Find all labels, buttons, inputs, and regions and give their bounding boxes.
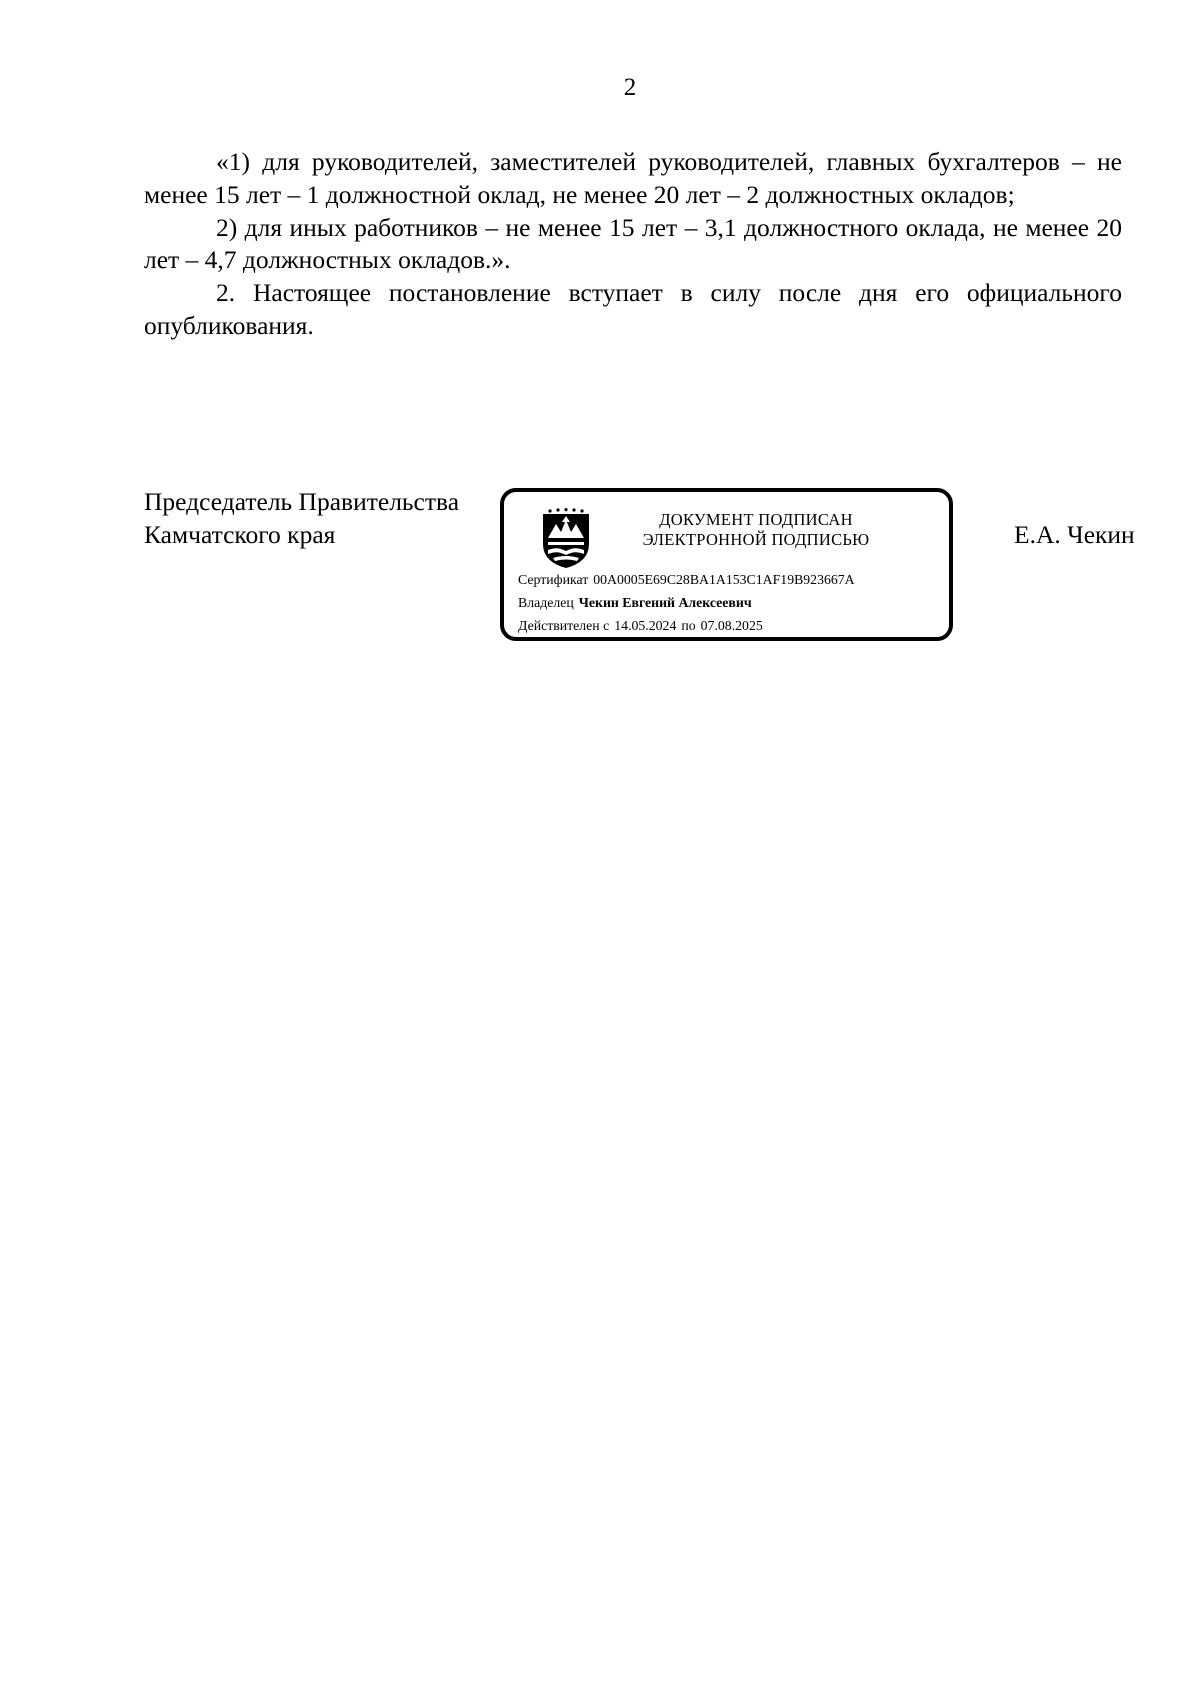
paragraph-entry-into-force: 2. Настоящее постановление вступает в силу после дня его официального опубликования.: [144, 278, 1122, 340]
electronic-signature-stamp: [500, 488, 953, 641]
stamp-heading-line1: ДОКУМЕНТ ПОДПИСАН: [659, 510, 853, 529]
document-body: [144, 146, 1122, 343]
stamp-certificate-value: 00A0005E69C28BA1A153C1AF19B923667A: [593, 572, 855, 587]
page-number: 2: [623, 74, 637, 101]
stamp-valid-from: 14.05.2024: [614, 618, 677, 633]
stamp-certificate-row: [518, 571, 855, 589]
stamp-owner-value: Чекин Евгений Алексеевич: [578, 595, 752, 610]
stamp-heading: [596, 510, 916, 550]
signer-position-line2: Камчатского края: [144, 519, 336, 549]
stamp-heading-line2: ЭЛЕКТРОННОЙ ПОДПИСЬЮ: [642, 530, 870, 549]
kamchatka-coat-of-arms-icon: [540, 508, 592, 570]
signer-position: [144, 486, 459, 552]
stamp-owner-label: Владелец: [518, 595, 574, 610]
stamp-valid-to-label: по: [681, 618, 696, 633]
paragraph-bonus-other-workers: 2) для иных работников – не менее 15 лет – 3,1 должностного оклада, не менее 20 лет – 4,7 должностных окладов.».: [144, 212, 1122, 275]
paragraph-bonus-managers: «1) для руководителей, заместителей руководителей, главных бухгалтеров – не менее 15 лет – 1 должностной оклад, не менее 20 лет – 2 должностных окладов;: [144, 147, 1122, 209]
stamp-owner-row: [518, 594, 752, 612]
stamp-valid-to: 07.08.2025: [700, 618, 763, 633]
stamp-valid-label: Действителен с: [518, 618, 610, 633]
stamp-validity-row: [518, 617, 763, 635]
signer-position-line1: Председатель Правительства: [144, 487, 460, 516]
signer-name: Е.А. Чекин: [1014, 520, 1135, 549]
stamp-certificate-label: Сертификат: [518, 572, 589, 587]
